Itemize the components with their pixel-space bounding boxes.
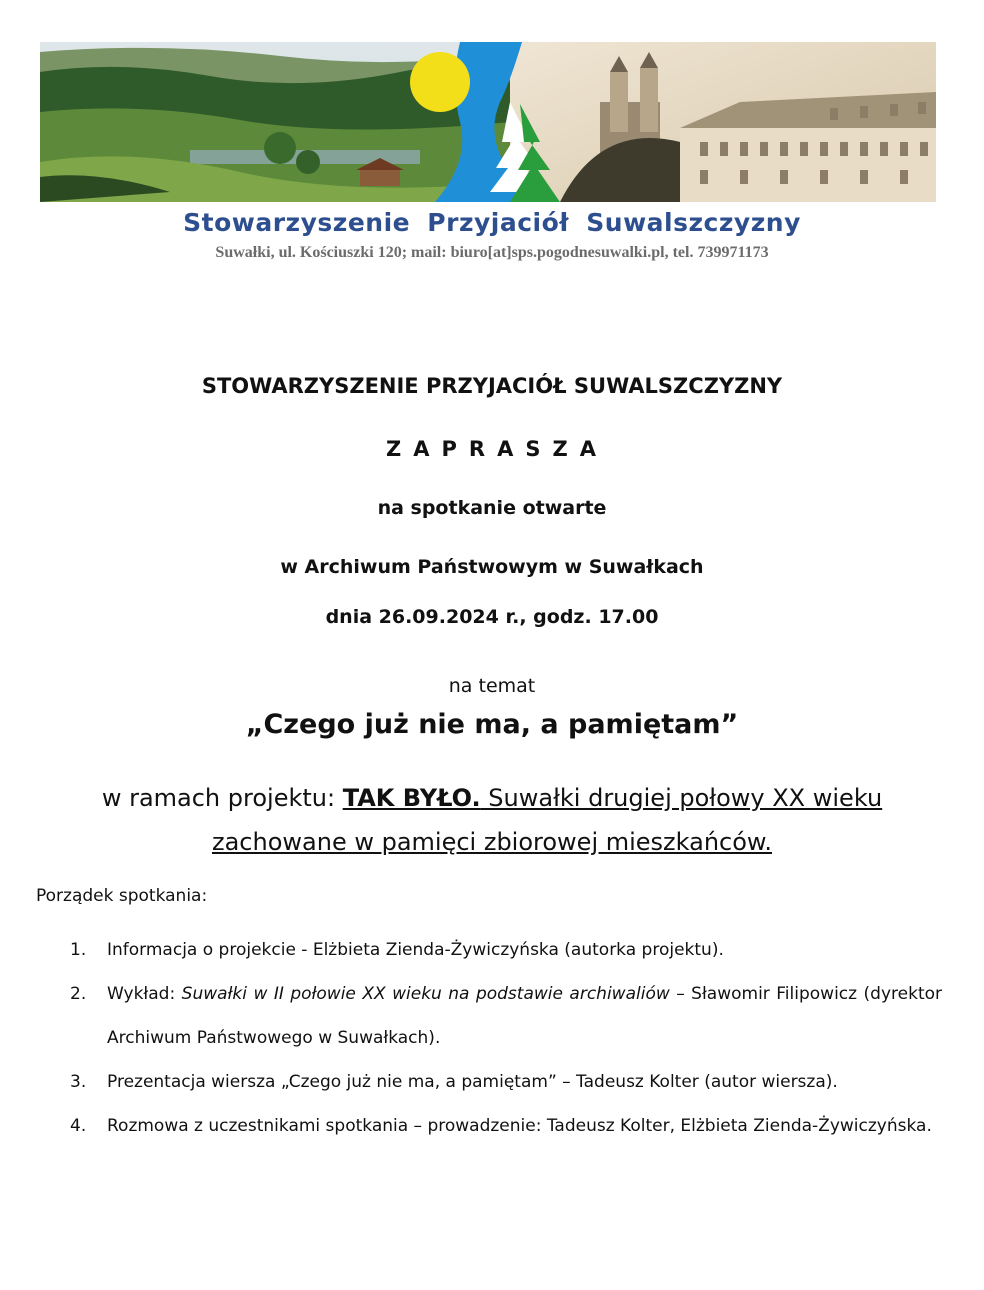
project-name: TAK BYŁO. — [342, 784, 481, 812]
agenda-item-number: 2. — [70, 984, 87, 1004]
project-rest-line1: Suwałki drugiej połowy XX wieku — [480, 784, 883, 812]
agenda-item-text — [107, 972, 942, 1060]
invitation-organization: STOWARZYSZENIE PRZYJACIÓŁ SUWALSZCZYZNY — [201, 374, 783, 398]
project-rest-line2: zachowane w pamięci zbiorowej mieszkańców. — [212, 828, 772, 856]
agenda-item — [70, 1060, 942, 1104]
project-description — [40, 776, 944, 864]
invitation-date: dnia 26.09.2024 r., godz. 17.00 — [325, 606, 659, 628]
agenda-item-text: Rozmowa z uczestnikami spotkania – prowadzenie: Tadeusz Kolter, Elżbieta Zienda-Żywiczyńska. — [107, 1116, 932, 1136]
invitation-place: w Archiwum Państwowym w Suwałkach — [280, 556, 704, 578]
organization-name: Stowarzyszenie Przyjaciół Suwalszczyzny — [183, 208, 801, 237]
agenda-item-prefix: Wykład: — [107, 984, 182, 1004]
agenda-item-number: 3. — [70, 1072, 87, 1092]
meeting-title: „Czego już nie ma, a pamiętam” — [245, 709, 739, 740]
agenda-item-number: 4. — [70, 1116, 87, 1136]
agenda-item — [70, 972, 942, 1060]
invitation-verb: ZAPRASZA — [386, 437, 608, 461]
organization-address: Suwałki, ul. Kościuszki 120; mail: biuro[at]sps.pogodnesuwalki.pl, tel. 739971173 — [215, 244, 769, 261]
project-prefix: w ramach projektu: — [101, 784, 343, 812]
lecture-title: Suwałki w II połowie XX wieku na podstawie archiwaliów — [181, 984, 670, 1004]
agenda-item-number: 1. — [70, 940, 87, 960]
header-banner — [40, 42, 936, 202]
agenda-item — [70, 928, 942, 972]
agenda-heading: Porządek spotkania: — [36, 886, 208, 906]
agenda-item-text: Prezentacja wiersza „Czego już nie ma, a pamiętam” – Tadeusz Kolter (autor wiersza). — [107, 1072, 838, 1092]
topic-label: na temat — [448, 675, 536, 697]
banner-illustration — [40, 42, 936, 202]
invitation-meeting: na spotkanie otwarte — [377, 497, 607, 519]
agenda-item-text: Informacja o projekcie - Elżbieta Zienda-Żywiczyńska (autorka projektu). — [107, 940, 724, 960]
agenda-item-rest: – Sławomir Filipowicz (dyrektor Archiwum Państwowego w Suwałkach). — [107, 984, 942, 1048]
agenda-item — [70, 1104, 942, 1148]
logo-sun-icon — [410, 52, 470, 112]
agenda-list — [70, 928, 942, 1148]
